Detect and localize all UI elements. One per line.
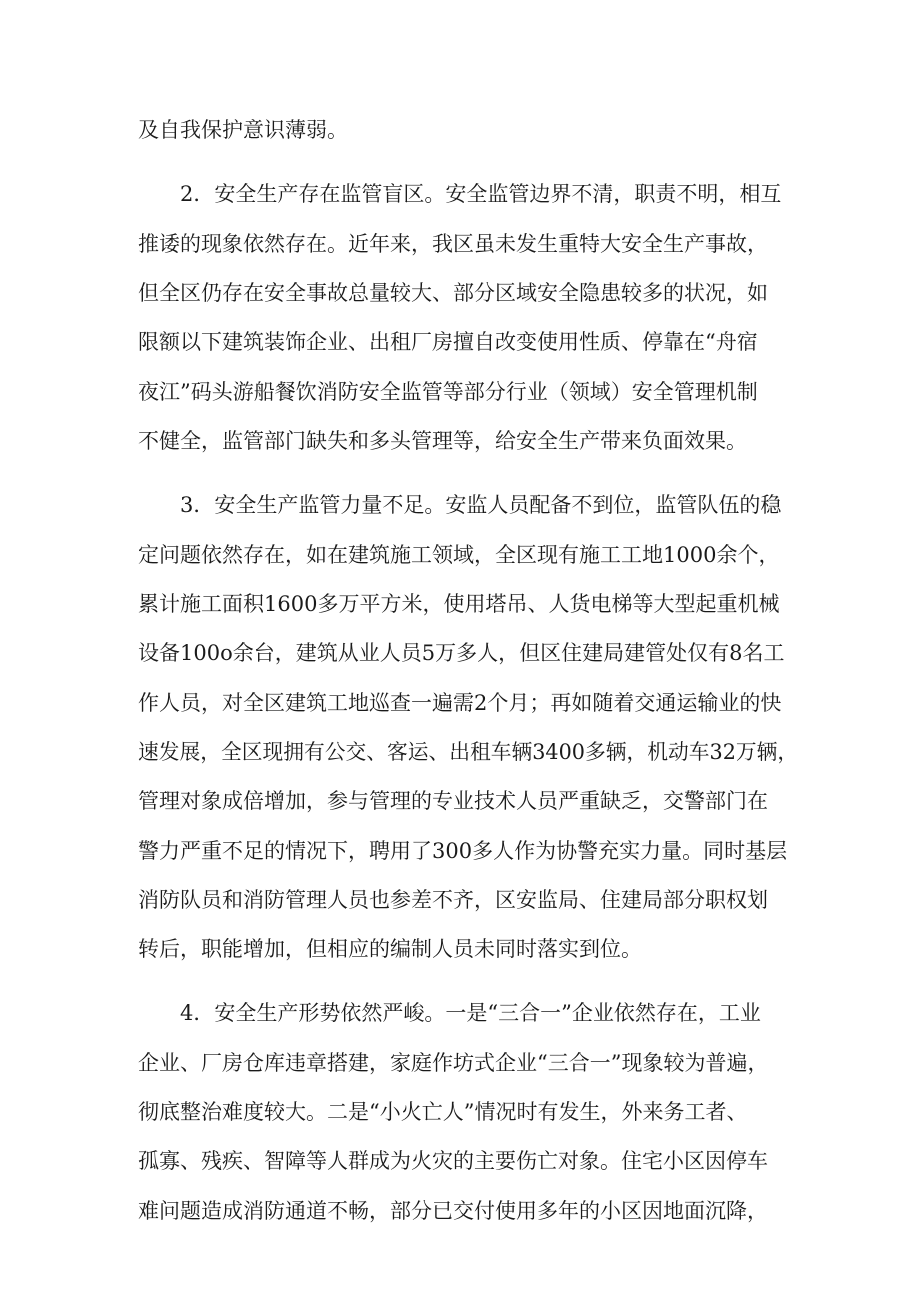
text-line: 转后，职能增加，但相应的编制人员未同时落实到位。 <box>138 937 642 961</box>
text-line: 定问题依然存在，如在建筑施工领域，全区现有施工工地1000余个， <box>138 543 780 567</box>
text-line: 推诿的现象依然存在。近年来，我区虽未发生重特大安全生产事故， <box>138 232 768 256</box>
text-line: 但全区仍存在安全事故总量较大、部分区域安全隐患较多的状况，如 <box>138 281 768 305</box>
text-line: 累计施工面积1600多万平方米，使用塔吊、人货电梯等大型起重机械 <box>138 592 780 616</box>
text-line: 3．安全生产监管力量不足。安监人员配备不到位，监管队伍的稳 <box>180 493 782 517</box>
text-line: 设备100o余台，建筑从业人员5万多人，但区住建局建管处仅有8名工 <box>138 641 785 665</box>
text-line: 作人员，对全区建筑工地巡查一遍需2个月；再如随着交通运输业的快 <box>138 691 782 715</box>
text-line: 孤寡、残疾、智障等人群成为火灾的主要伤亡对象。住宅小区因停车 <box>138 1149 768 1173</box>
text-line: 限额以下建筑装饰企业、出租厂房擅自改变使用性质、停靠在“舟宿 <box>138 330 758 354</box>
text-line: 夜江”码头游船餐饮消防安全监管等部分行业（领域）安全管理机制 <box>138 380 758 404</box>
text-line: 消防队员和消防管理人员也参差不齐，区安监局、住建局部分职权划 <box>138 888 768 912</box>
text-line: 4．安全生产形势依然严峻。一是“三合一”企业依然存在，工业 <box>180 1001 761 1025</box>
text-line: 不健全，监管部门缺失和多头管理等，给安全生产带来负面效果。 <box>138 429 747 453</box>
text-line: 难问题造成消防通道不畅，部分已交付使用多年的小区因地面沉降， <box>138 1199 768 1223</box>
text-line: 企业、厂房仓库违章搭建，家庭作坊式企业“三合一”现象较为普遍， <box>138 1051 769 1075</box>
text-line: 警力严重不足的情况下，聘用了300多人作为协警充实力量。同时基层 <box>138 839 788 863</box>
text-line: 彻底整治难度较大。二是“小火亡人”情况时有发生，外来务工者、 <box>138 1100 748 1124</box>
text-line: 管理对象成倍增加，参与管理的专业技术人员严重缺乏，交警部门在 <box>138 789 768 813</box>
text-line: 2．安全生产存在监管盲区。安全监管边界不清，职责不明，相互 <box>180 182 782 206</box>
text-line: 及自我保护意识薄弱。 <box>138 118 348 142</box>
text-line: 速发展，全区现拥有公交、客运、出租车辆3400多辆，机动车32万辆， <box>138 740 799 764</box>
